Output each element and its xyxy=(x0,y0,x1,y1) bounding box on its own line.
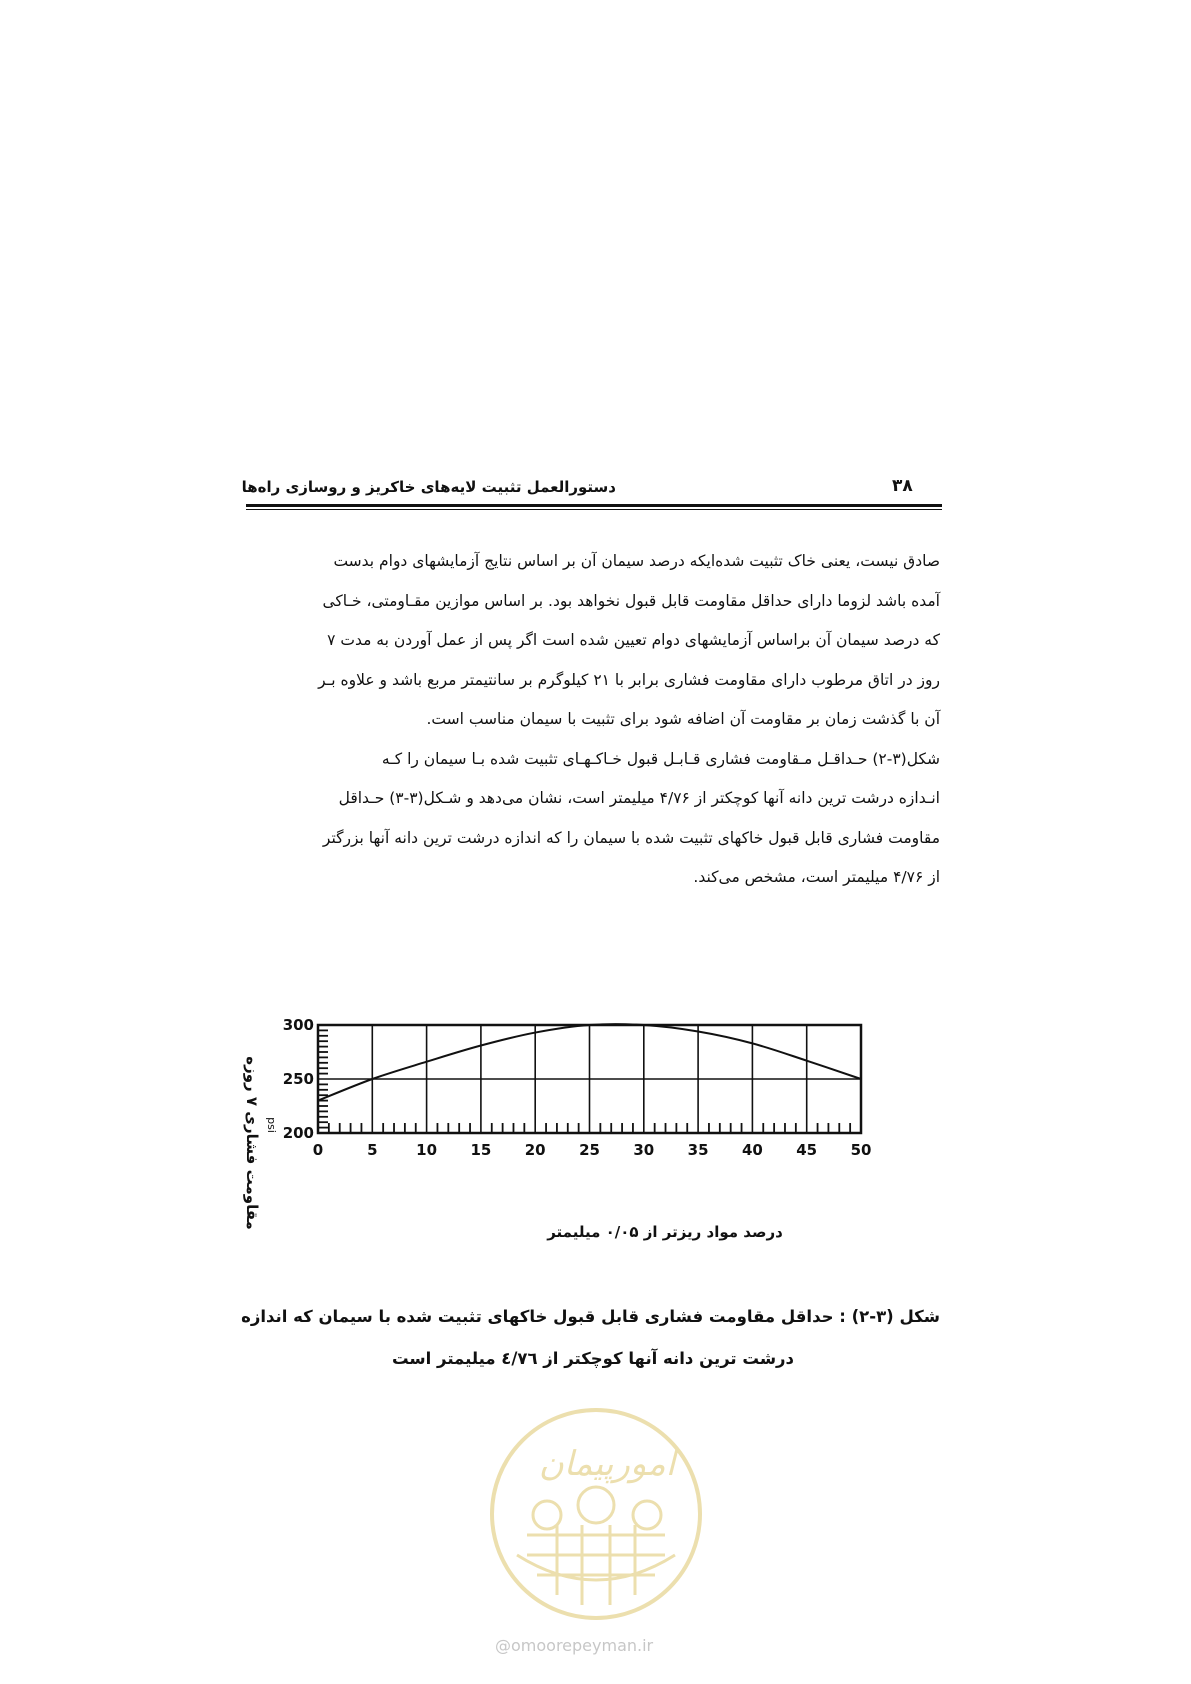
x-tick-label: 15 xyxy=(470,1141,492,1159)
y-tick-label: 250 xyxy=(282,1070,314,1088)
watermark-url-text: omoorepeyman.ir xyxy=(511,1636,654,1655)
body-line: روز در اتاق مرطوب دارای مقاومت فشاری برابر با ۲۱ کیلوگرم بر سانتیمتر مربع باشد و علاوه بـر xyxy=(318,670,940,689)
chart-layer xyxy=(283,1016,872,1159)
body-line: مقاومت فشاری قابل قبول خاکهای تثبیت شده با سیمان را که اندازه درشت ترین دانه آنها بزرگتر xyxy=(322,828,940,847)
x-axis-label: درصد مواد ریزتر از ۰/۰۵ میلیمتر xyxy=(547,1223,783,1241)
x-tick-label: 20 xyxy=(524,1141,546,1159)
body-line: آمده باشد لزوما دارای حداقل مقاومت قابل قبول نخواهد بود. بر اساس موازین مقـاومتی، خـاکی xyxy=(322,591,940,610)
body-line: انـدازه درشت ترین دانه آنها کوچکتر از ۴/۷۶ میلیمتر است، نشان می‌دهد و شـکل(۳-۳) حـداقل xyxy=(338,789,940,807)
x-tick-label: 50 xyxy=(850,1141,872,1159)
figure-caption xyxy=(241,1296,940,1380)
body-paragraph xyxy=(246,542,940,898)
watermark-script: امورپیمان xyxy=(538,1444,676,1484)
y-tick-label: 200 xyxy=(282,1124,314,1142)
x-tick-label: 10 xyxy=(416,1141,438,1159)
x-tick-label: 45 xyxy=(796,1141,818,1159)
header-title: دستورالعمل تثبیت لایه‌های خاکریز و روسازی راه‌ها xyxy=(241,478,616,496)
at-icon: @ xyxy=(495,1636,511,1655)
watermark-seal xyxy=(487,1405,705,1623)
watermark-url xyxy=(495,1636,653,1655)
y-tick-label: 300 xyxy=(282,1016,314,1034)
strength-chart xyxy=(225,1016,955,1255)
page-number: ۳۸ xyxy=(892,476,913,496)
caption-line-1: شکل (۳-۲) : حداقل مقاومت فشاری قابل قبول خاکهای تثبیت شده با سیمان که اندازه xyxy=(241,1307,940,1326)
page-header xyxy=(241,470,942,506)
caption-line-2: درشت ترین دانه آنها کوچکتر از ٤/٧٦ میلیمتر است xyxy=(391,1349,795,1368)
y-axis-label: مقاومت فشاری ۷ روزه xyxy=(243,1056,261,1230)
x-tick-label: 30 xyxy=(633,1141,655,1159)
x-tick-label: 5 xyxy=(367,1141,378,1159)
header-rule-thick xyxy=(246,504,942,507)
watermark-grid-icon xyxy=(517,1487,675,1605)
body-line: که درصد سیمان آن براساس آزمایشهای دوام تعیین شده است اگر پس از عمل آوردن به مدت ۷ xyxy=(327,631,940,649)
x-tick-label: 40 xyxy=(741,1141,763,1159)
body-line: آن با گذشت زمان بر مقاومت آن اضافه شود برای تثبیت با سیمان مناسب است. xyxy=(426,710,940,728)
chart-svg xyxy=(225,1016,955,1255)
x-tick-label: 35 xyxy=(687,1141,709,1159)
x-tick-label: 0 xyxy=(312,1141,324,1159)
x-tick-label: 25 xyxy=(579,1141,600,1159)
body-line: شکل(۳-۲) حـداقـل مـقاومت فشاری قـابـل قبول خـاکـهـای تثبیت شده بـا سیمان را کـه xyxy=(381,749,940,768)
body-line: از ۴/۷۶ میلیمتر است، مشخص می‌کند. xyxy=(693,868,940,886)
header-rule-thin xyxy=(246,509,942,510)
body-line: صادق نیست، یعنی خاک تثبیت شده‌ایکه درصد سیمان آن بر اساس نتایج آزمایشهای دوام بدست xyxy=(333,552,940,570)
y-axis-unit: psi xyxy=(265,1117,278,1133)
